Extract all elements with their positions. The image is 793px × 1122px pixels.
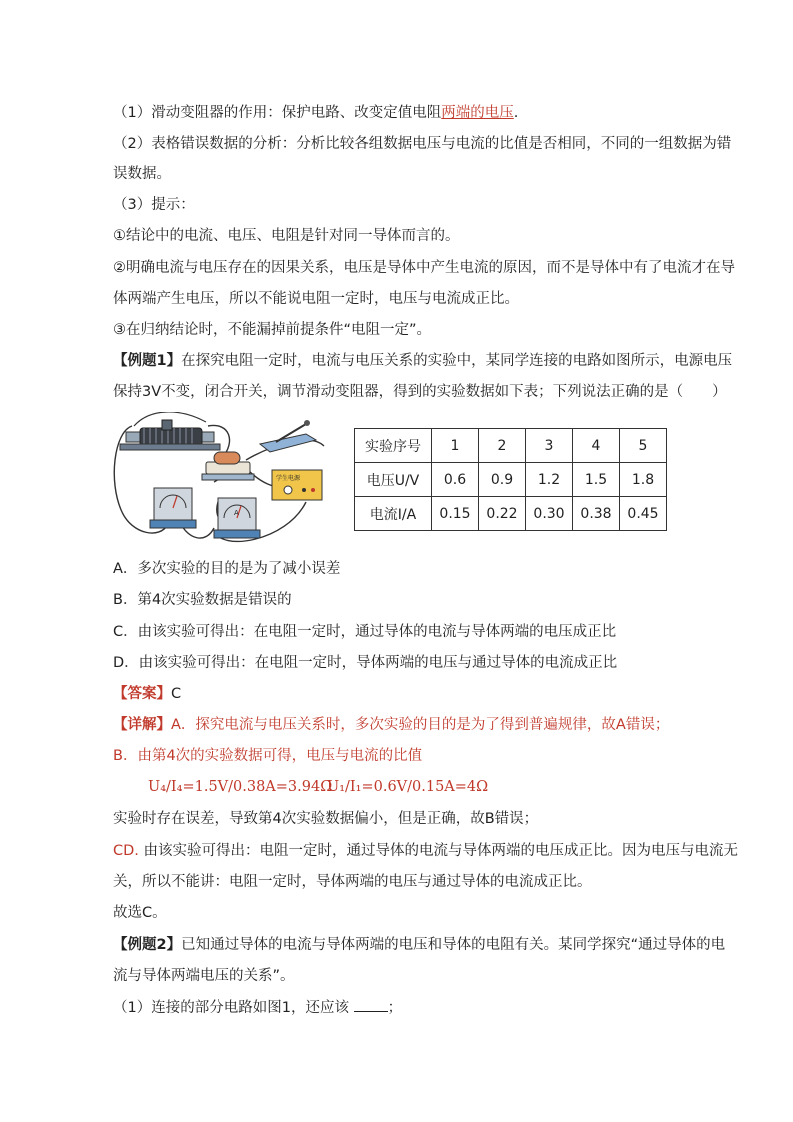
tip-2: ②明确电流与电压存在的因果关系，电压是导体中产生电流的原因，而不是导体中有了电流才在导 <box>113 260 735 276</box>
option-a: A．多次实验的目的是为了减小误差 <box>113 561 341 577</box>
table-cell: 0.6 <box>432 463 479 497</box>
resistor <box>202 452 254 480</box>
note-3: （3）提示： <box>113 197 195 213</box>
answer-blank[interactable] <box>354 997 388 1012</box>
table-cell: 4 <box>573 429 620 463</box>
table-row <box>355 463 667 497</box>
example1-question-cont: 保持3V不变，闭合开关，调节滑动变阻器，得到的实验数据如下表；下列说法正确的是（ ） <box>113 384 727 400</box>
underlined-phrase: 两端的电压 <box>441 105 514 121</box>
example1-question: 【例题1】在探究电阻一定时，电流与电压关系的实验中，某同学连接的电路如图所示，电源电压 <box>113 353 733 369</box>
table-cell: 0.15 <box>432 497 479 531</box>
detail-a: 【详解】A．探究电流与电压关系时，多次实验的目的是为了得到普遍规律，故A错误； <box>113 717 670 733</box>
power-supply <box>272 470 322 500</box>
formula-1: U₄/I₄=1.5V/0.38A=3.94Ω <box>148 779 333 795</box>
detail-cd-cont: 关，所以不能讲：电阻一定时，导体两端的电压与通过导体的电流成正比。 <box>113 874 592 890</box>
table-cell: 0.38 <box>573 497 620 531</box>
detail-cd: CD. 由该实验可得出：电阻一定时，通过导体的电流与导体两端的电压成正比。因为电压与电流无 <box>113 843 739 859</box>
table-cell: 0.22 <box>479 497 526 531</box>
table-cell: 1.2 <box>526 463 573 497</box>
detail-b: B．由第4次的实验数据可得，电压与电流的比值 <box>113 748 423 764</box>
table-row <box>355 429 667 463</box>
detail-b-cont: 实验时存在误差，导致第4次实验数据偏小，但是正确，故B错误； <box>113 811 539 827</box>
table-cell: 1.8 <box>620 463 667 497</box>
answer <box>113 684 181 704</box>
note-2: （2）表格错误数据的分析：分析比较各组数据电压与电流的比值是否相同，不同的一组数据为错 <box>113 136 732 152</box>
table-cell: 电压U/V <box>355 463 432 497</box>
table-cell: 0.45 <box>620 497 667 531</box>
option-d: D．由该实验可得出：在电阻一定时，导体两端的电压与通过导体的电流成正比 <box>113 655 618 671</box>
detail-tag: 【详解】 <box>113 717 171 733</box>
example2-tag: 【例题2】 <box>113 937 182 953</box>
detail-conclusion: 故选C。 <box>113 905 167 921</box>
option-b: B．第4次实验数据是错误的 <box>113 592 292 608</box>
table-cell: 电流I/A <box>355 497 432 531</box>
answer-value: C <box>171 686 182 702</box>
detail-cd-label: CD. <box>113 843 139 859</box>
answer-tag: 【答案】 <box>113 686 171 702</box>
table-cell: 0.9 <box>479 463 526 497</box>
switch <box>260 420 316 452</box>
voltmeter <box>150 488 196 528</box>
tip-1: ①结论中的电流、电压、电阻是针对同一导体而言的。 <box>113 228 460 244</box>
table-cell: 1 <box>432 429 479 463</box>
power-supply-label: 学生电源 <box>276 475 301 482</box>
table-cell: 实验序号 <box>355 429 432 463</box>
table-cell: 0.30 <box>526 497 573 531</box>
table-cell: 1.5 <box>573 463 620 497</box>
tip-2-cont: 体两端产生电压，所以不能说电阻一定时，电压与电流成正比。 <box>113 291 519 307</box>
table-cell: 5 <box>620 429 667 463</box>
data-table <box>354 428 667 531</box>
example2-subquestion-1: （1）连接的部分电路如图1，还应该 ； <box>113 997 402 1018</box>
formula-2: U₁/I₁=0.6V/0.15A=4Ω <box>327 779 489 795</box>
note-1: （1）滑动变阻器的作用：保护电路、改变定值电阻两端的电压. <box>113 105 519 121</box>
svg-text:A: A <box>234 509 239 517</box>
option-c: C．由该实验可得出：在电阻一定时，通过导体的电流与导体两端的电压成正比 <box>113 624 617 640</box>
example1-tag: 【例题1】 <box>113 353 182 369</box>
ammeter <box>214 498 260 538</box>
example2-question-cont: 流与导体两端电压的关系”。 <box>113 968 295 984</box>
table-cell: 2 <box>479 429 526 463</box>
note-2-cont: 误数据。 <box>113 166 171 182</box>
circuit-illustration <box>110 412 342 550</box>
tip-3: ③在归纳结论时，不能漏掉前提条件“电阻一定”。 <box>113 322 432 338</box>
table-row <box>355 497 667 531</box>
example2-question: 【例题2】已知通过导体的电流与导体两端的电压和导体的电阻有关。某同学探究“通过导体的电 <box>113 937 726 953</box>
table-cell: 3 <box>526 429 573 463</box>
